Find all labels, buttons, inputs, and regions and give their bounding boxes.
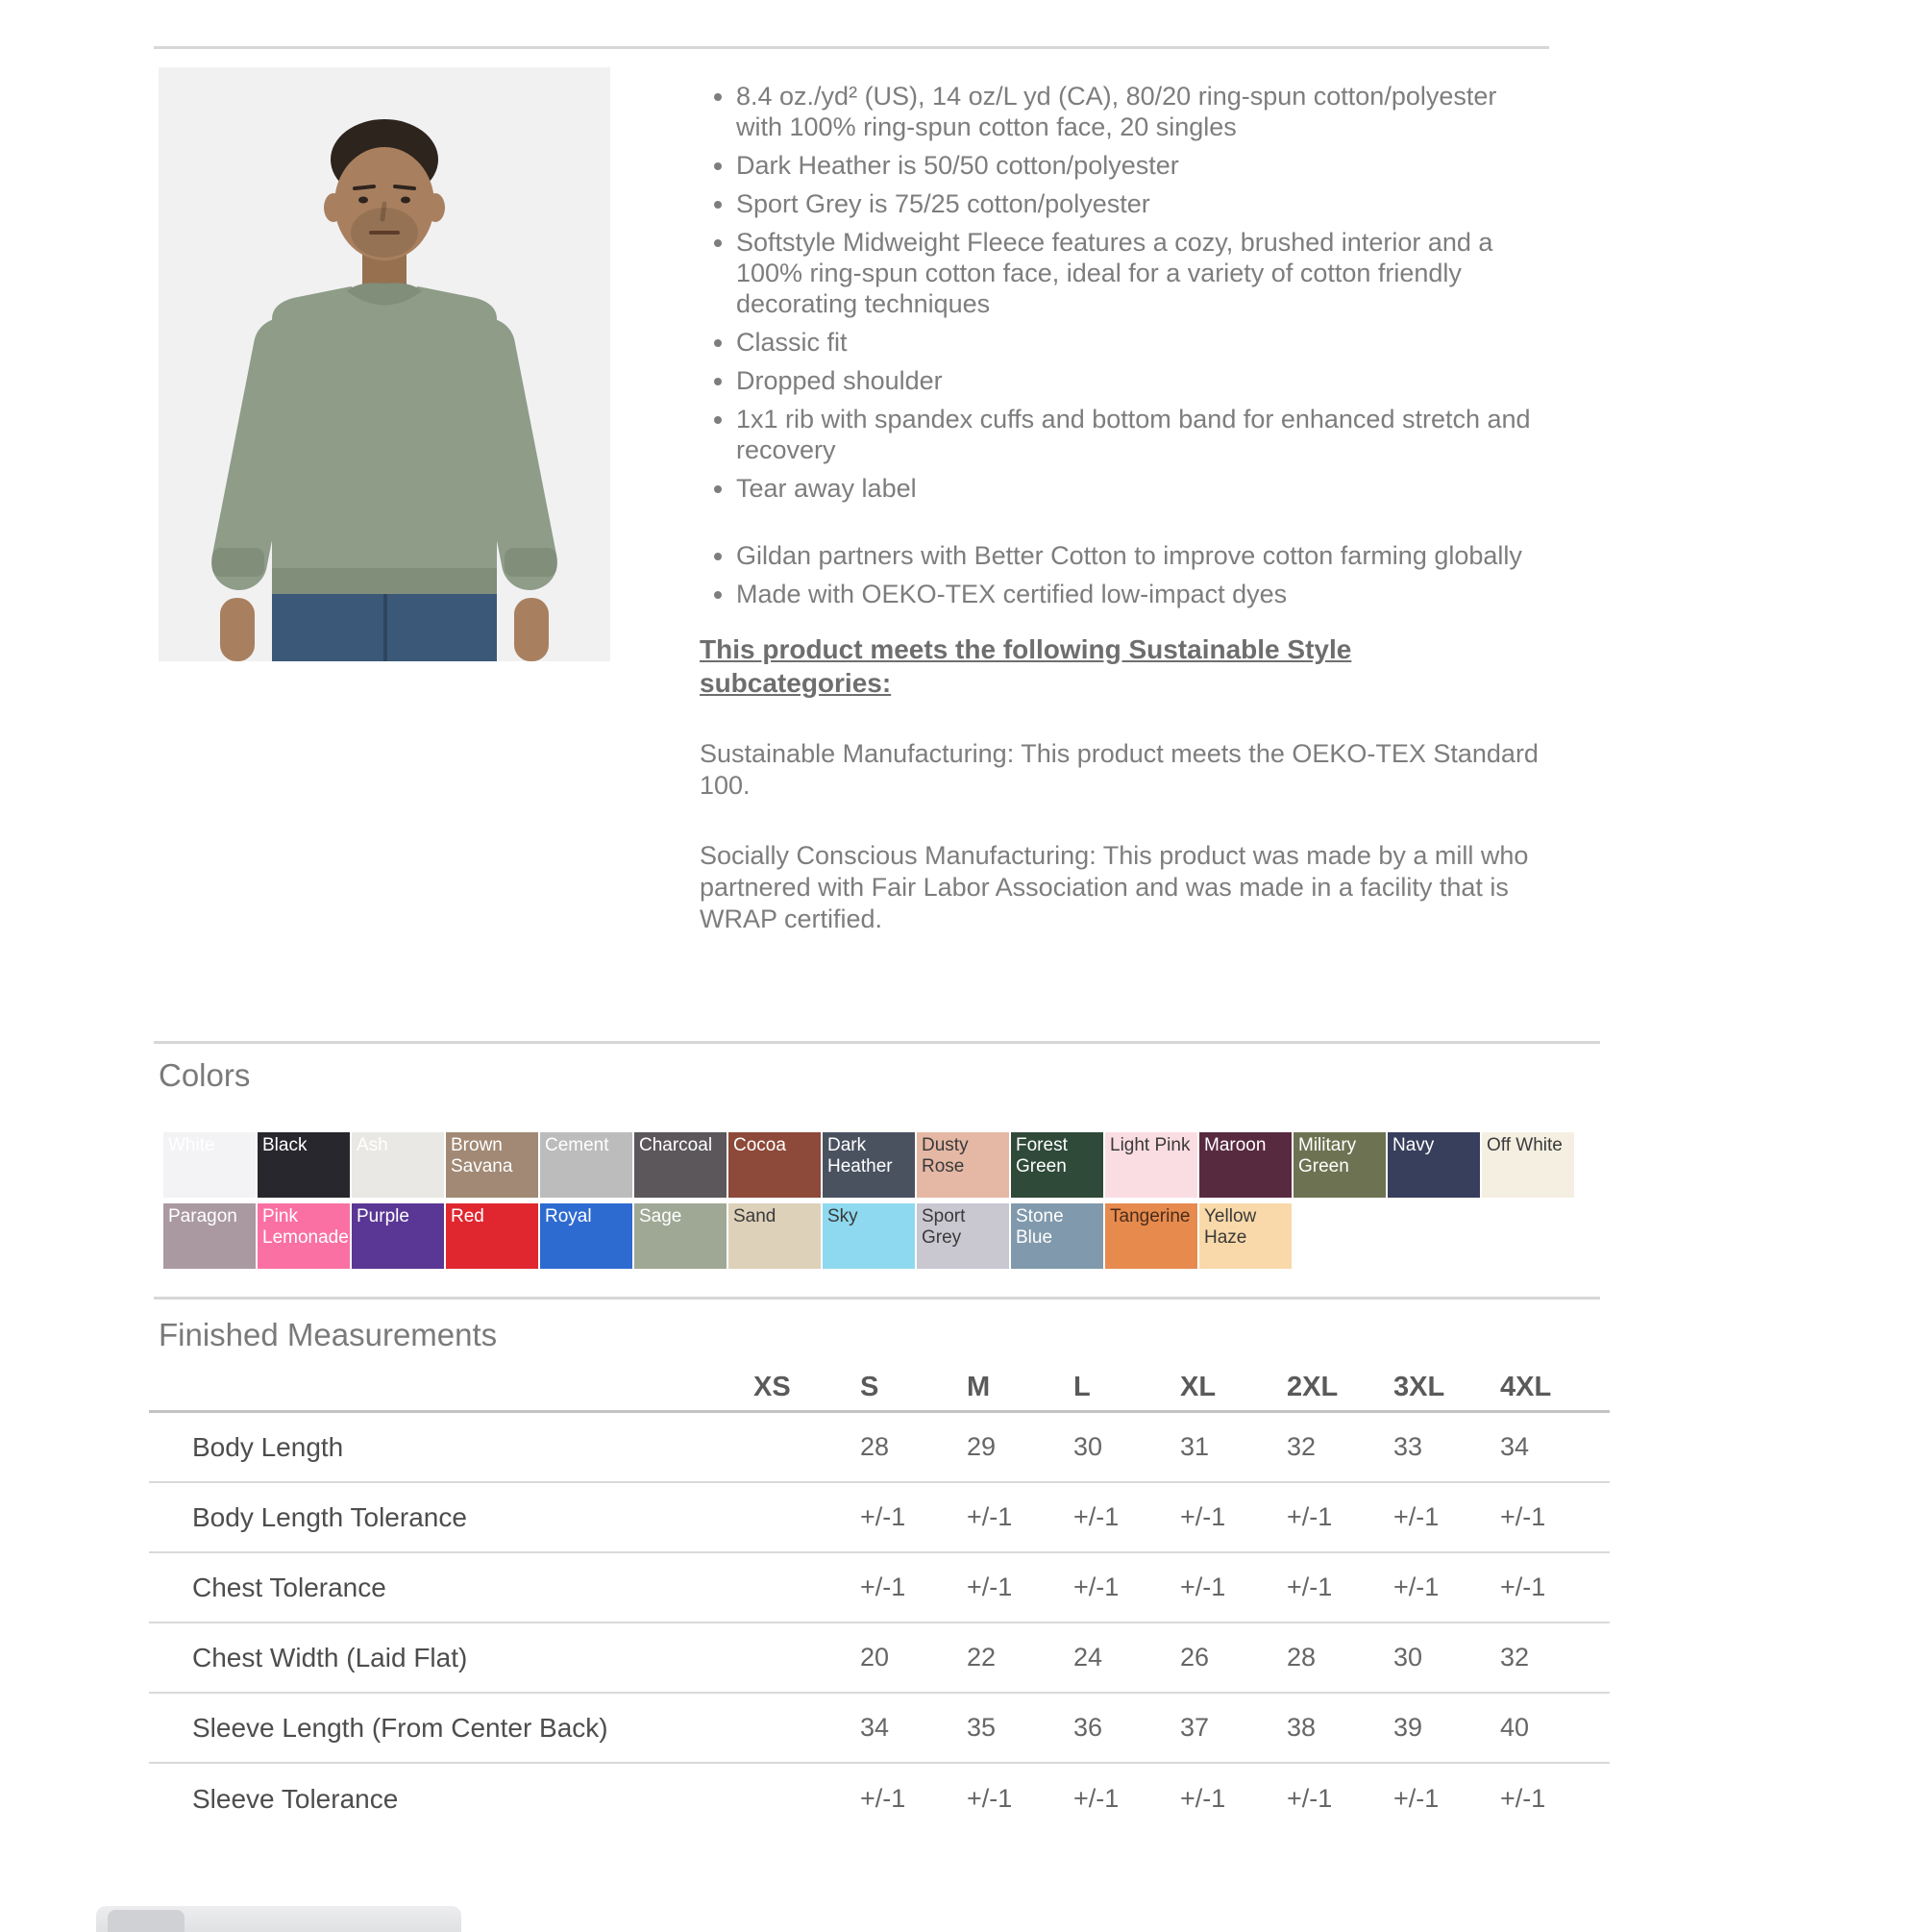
color-swatch-light-pink[interactable] (1105, 1132, 1197, 1198)
color-swatch-label: Sand (733, 1206, 776, 1226)
measurement-label: Sleeve Length (From Center Back) (192, 1712, 608, 1743)
bullet-point: • Dark Heather is 50/50 cotton/polyester (736, 150, 1545, 181)
sustainable-manufacturing-paragraph: Sustainable Manufacturing: This product meets the OEKO-TEX Standard 100. (700, 739, 1539, 800)
color-swatch-label: White (168, 1135, 215, 1155)
cutoff-bottom-widget[interactable] (96, 1906, 461, 1932)
measurement-value: 22 (967, 1643, 997, 1672)
measurement-value: 28 (860, 1432, 890, 1461)
color-swatch-sky[interactable] (823, 1203, 915, 1269)
color-swatch-label: Black (262, 1135, 308, 1155)
color-swatch-label: Red (451, 1206, 484, 1226)
color-swatch-yellow-haze[interactable] (1199, 1203, 1292, 1269)
bullet-point: • Tear away label (736, 473, 1545, 504)
bullet-point: • Made with OEKO-TEX certified low-impact dyes (736, 579, 1545, 609)
color-swatch-black[interactable] (258, 1132, 350, 1198)
measurement-value: 39 (1393, 1713, 1423, 1742)
measurement-value: +/-1 (1073, 1784, 1120, 1813)
measurement-value: 40 (1500, 1713, 1530, 1742)
size-column-header-4xl: 4XL (1500, 1372, 1552, 1402)
measurement-value: 32 (1500, 1643, 1530, 1672)
measurement-value: 35 (967, 1713, 997, 1742)
measurement-label: Sleeve Tolerance (192, 1783, 399, 1814)
measurement-value: 29 (967, 1432, 997, 1461)
color-swatch-sand[interactable] (728, 1203, 821, 1269)
size-column-header-3xl: 3XL (1393, 1372, 1445, 1402)
color-swatch-purple[interactable] (352, 1203, 444, 1269)
color-swatch-royal[interactable] (540, 1203, 632, 1269)
measurement-value: 32 (1287, 1432, 1317, 1461)
measurement-row (149, 1413, 1610, 1483)
size-column-header-s: S (860, 1372, 879, 1402)
color-swatch-brown-savana[interactable] (446, 1132, 538, 1198)
color-swatch-pink-lemonade[interactable] (258, 1203, 350, 1269)
color-swatch-label: Paragon (168, 1206, 237, 1226)
measurement-value: 28 (1287, 1643, 1317, 1672)
color-swatch-dark-heather[interactable] (823, 1132, 915, 1198)
measurement-value: 33 (1393, 1432, 1423, 1461)
measurement-value: 24 (1073, 1643, 1103, 1672)
size-column-header-xs: XS (753, 1372, 791, 1402)
color-swatch-label: Maroon (1204, 1135, 1267, 1155)
bullet-point: • 8.4 oz./yd² (US), 14 oz/L yd (CA), 80/20 ring-spun cotton/polyester with 100% ring-spun cotton face, 20 singles (736, 81, 1545, 142)
measurement-value: +/-1 (860, 1573, 906, 1601)
color-swatch-label: Stone Blue (1016, 1206, 1064, 1248)
color-swatch-row-2 (163, 1203, 1292, 1269)
color-swatch-row-1 (163, 1132, 1574, 1198)
color-swatch-stone-blue[interactable] (1011, 1203, 1103, 1269)
measurement-row (149, 1553, 1610, 1623)
bullet-point: • Dropped shoulder (736, 365, 1545, 396)
measurement-value: +/-1 (1393, 1573, 1440, 1601)
measurements-table (149, 1365, 1610, 1834)
measurement-value: +/-1 (1287, 1502, 1333, 1531)
measurement-row (149, 1764, 1610, 1834)
spec-bullet-list (700, 81, 1545, 504)
measurement-value: +/-1 (1073, 1502, 1120, 1531)
color-swatch-label: Brown Savana (451, 1135, 513, 1177)
size-column-header-l: L (1073, 1372, 1091, 1402)
sweatshirt-body (272, 286, 497, 594)
sustainable-style-heading: This product meets the following Sustainable Style subcategories: (700, 634, 1352, 698)
color-swatch-red[interactable] (446, 1203, 538, 1269)
measurements-body (149, 1413, 1610, 1834)
measurement-value: +/-1 (1500, 1502, 1546, 1531)
measurement-value: +/-1 (1500, 1573, 1546, 1601)
bullet-point: • Sport Grey is 75/25 cotton/polyester (736, 188, 1545, 219)
color-swatch-label: Light Pink (1110, 1135, 1191, 1155)
color-swatch-cement[interactable] (540, 1132, 632, 1198)
top-divider (154, 46, 1549, 49)
bullet-point: • Classic fit (736, 327, 1545, 358)
size-column-header-m: M (967, 1372, 991, 1402)
color-swatch-ash[interactable] (352, 1132, 444, 1198)
measurement-value: 20 (860, 1643, 890, 1672)
measurements-header-row (149, 1365, 1610, 1413)
color-swatch-label: Tangerine (1110, 1206, 1191, 1226)
color-swatch-label: Purple (357, 1206, 409, 1226)
measurement-value: +/-1 (1180, 1573, 1226, 1601)
color-swatch-label: Sage (639, 1206, 682, 1226)
measurement-value: +/-1 (967, 1502, 1013, 1531)
measurement-value: +/-1 (967, 1784, 1013, 1813)
measurements-section-title: Finished Measurements (159, 1317, 498, 1352)
measurement-value: +/-1 (860, 1502, 906, 1531)
color-swatch-dusty-rose[interactable] (917, 1132, 1009, 1198)
socially-conscious-paragraph: Socially Conscious Manufacturing: This product was made by a mill who partnered with Fair Labor Association and was made in a facility that is WRAP certified. (700, 841, 1529, 933)
measurement-value: 31 (1180, 1432, 1210, 1461)
color-swatch-forest-green[interactable] (1011, 1132, 1103, 1198)
measurement-value: +/-1 (1393, 1502, 1440, 1531)
measurement-value: +/-1 (1180, 1502, 1226, 1531)
measurement-value: 30 (1393, 1643, 1423, 1672)
color-swatch-label: Navy (1392, 1135, 1435, 1155)
measurement-value: 30 (1073, 1432, 1103, 1461)
color-swatch-label: Pink Lemonade (262, 1206, 349, 1248)
color-swatch-label: Royal (545, 1206, 592, 1226)
color-swatch-label: Forest Green (1016, 1135, 1068, 1177)
product-details (700, 81, 1545, 961)
colors-divider (154, 1041, 1600, 1044)
color-swatch-label: Dusty Rose (922, 1135, 969, 1177)
product-photo[interactable] (159, 67, 610, 661)
measurement-value: +/-1 (1393, 1784, 1440, 1813)
measurement-value: +/-1 (860, 1784, 906, 1813)
measurement-value: +/-1 (1073, 1573, 1120, 1601)
measurement-label: Chest Width (Laid Flat) (192, 1642, 468, 1672)
measurement-value: +/-1 (1180, 1784, 1226, 1813)
colors-section-title: Colors (159, 1057, 251, 1093)
color-swatch-tangerine[interactable] (1105, 1203, 1197, 1269)
measurement-value: 38 (1287, 1713, 1317, 1742)
color-swatch-label: Ash (357, 1135, 388, 1155)
color-swatch-white[interactable] (163, 1132, 256, 1198)
measurement-row (149, 1694, 1610, 1764)
color-swatch-off-white[interactable] (1482, 1132, 1574, 1198)
measurement-label: Body Length (192, 1431, 344, 1462)
measurement-value: 36 (1073, 1713, 1103, 1742)
measurement-value: 37 (1180, 1713, 1210, 1742)
measurements-divider (154, 1297, 1600, 1300)
color-swatch-label: Off White (1487, 1135, 1563, 1155)
color-swatch-label: Sky (827, 1206, 858, 1226)
measurement-value: 34 (860, 1713, 890, 1742)
bullet-point: • 1x1 rib with spandex cuffs and bottom band for enhanced stretch and recovery (736, 404, 1545, 465)
color-swatch-navy[interactable] (1388, 1132, 1480, 1198)
color-swatch-label: Charcoal (639, 1135, 713, 1155)
color-swatch-label: Yellow Haze (1204, 1206, 1257, 1248)
color-swatch-charcoal[interactable] (634, 1132, 727, 1198)
measurement-value: 34 (1500, 1432, 1530, 1461)
color-swatch-paragon[interactable] (163, 1203, 256, 1269)
bullet-point: • Gildan partners with Better Cotton to improve cotton farming globally (736, 540, 1545, 571)
color-swatch-sport-grey[interactable] (917, 1203, 1009, 1269)
size-column-header-xl: XL (1180, 1372, 1217, 1402)
measurement-row (149, 1483, 1610, 1553)
measurement-value: 26 (1180, 1643, 1210, 1672)
color-swatch-label: Sport Grey (922, 1206, 966, 1248)
color-swatch-label: Dark Heather (827, 1135, 893, 1177)
color-swatch-label: Cement (545, 1135, 609, 1155)
measurement-label: Chest Tolerance (192, 1572, 386, 1602)
measurement-row (149, 1623, 1610, 1694)
measurement-value: +/-1 (967, 1573, 1013, 1601)
sustainability-bullet-list (700, 540, 1545, 609)
size-column-header-2xl: 2XL (1287, 1372, 1339, 1402)
color-swatch-sage[interactable] (634, 1203, 727, 1269)
color-swatch-military-green[interactable] (1294, 1132, 1386, 1198)
color-swatch-cocoa[interactable] (728, 1132, 821, 1198)
color-swatch-label: Cocoa (733, 1135, 786, 1155)
bullet-point: • Softstyle Midweight Fleece features a cozy, brushed interior and a 100% ring-spun cotton face, ideal for a variety of cotton friendly decorating techniques (736, 227, 1545, 319)
measurement-value: +/-1 (1287, 1784, 1333, 1813)
measurement-value: +/-1 (1500, 1784, 1546, 1813)
measurement-value: +/-1 (1287, 1573, 1333, 1601)
measurement-label: Body Length Tolerance (192, 1501, 467, 1532)
product-photo-illustration (159, 67, 610, 661)
color-swatch-maroon[interactable] (1199, 1132, 1292, 1198)
color-swatch-label: Military Green (1298, 1135, 1357, 1177)
